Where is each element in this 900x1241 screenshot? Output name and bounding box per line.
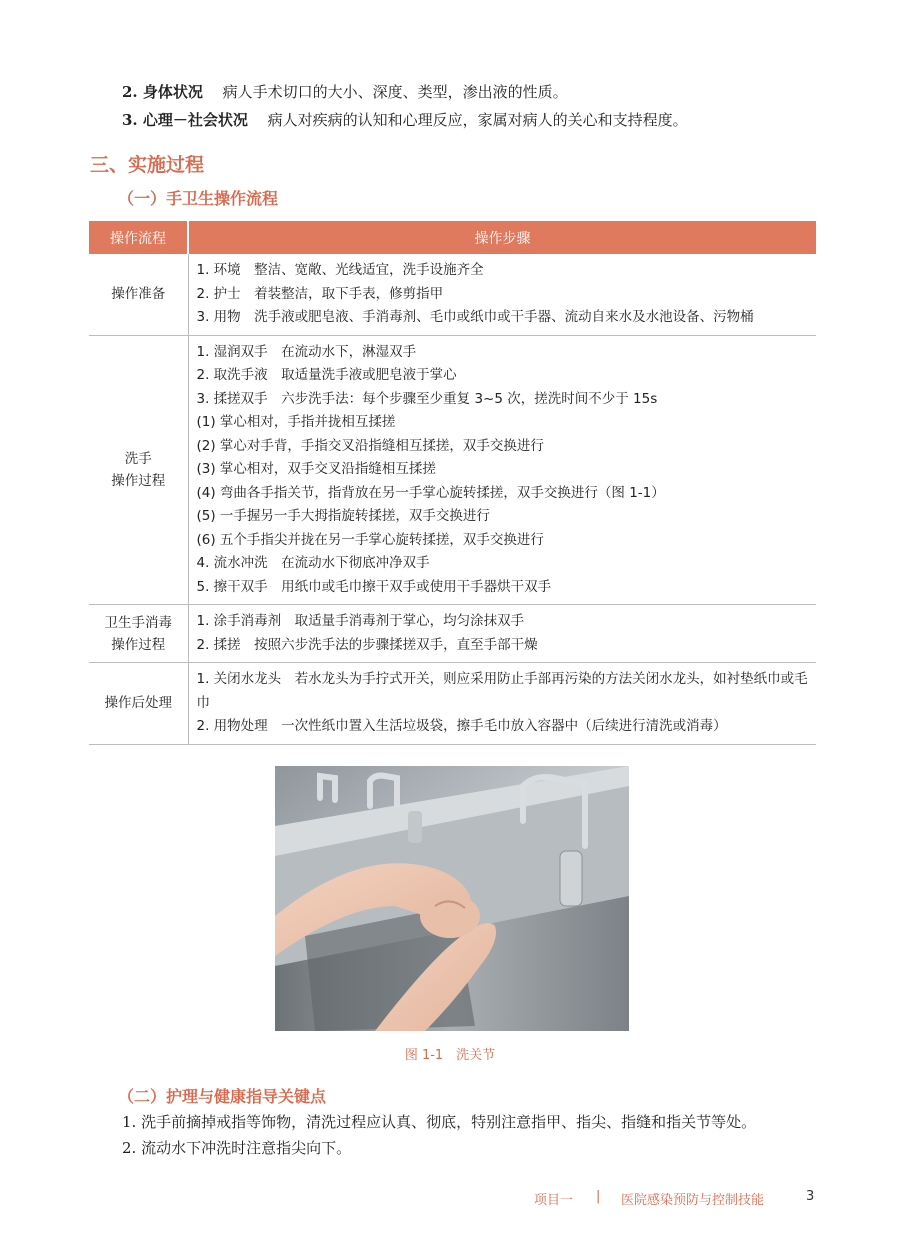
step-line: 2. 揉搓 按照六步洗手法的步骤揉搓双手，直至手部干燥 [196,636,538,653]
footer-separator: | [596,1189,601,1204]
row-label-line: 卫生手消毒 [104,614,172,631]
row-label-post-processing: 操作后处理 [89,663,188,745]
table-row [89,605,816,663]
subsection-title-1: （一）手卫生操作流程 [118,189,279,208]
row-steps-post-processing [188,663,816,745]
footer-project: 项目一 [534,1193,574,1208]
step-line: 3. 用物 洗手液或肥皂液、手消毒剂、毛巾或纸巾或干手器、流动自来水及水池设备、污物桶 [196,309,754,325]
subsection-title-2: （二）护理与健康指导关键点 [118,1087,327,1106]
row-label-handwash [89,335,188,605]
figure-caption: 图 1-1 洗关节 [404,1048,496,1063]
step-line: (2) 掌心对手背，手指交叉沿指缝相互揉搓，双手交换进行 [196,437,544,454]
table-header-process: 操作流程 [89,221,188,254]
handwash-photo-illustration [275,766,629,1031]
step-line: (5) 一手握另一手大拇指旋转揉搓，双手交换进行 [196,508,490,524]
row-label-hand-disinfection [89,605,188,663]
step-line: (4) 弯曲各手指关节，指背放在另一手掌心旋转揉搓，双手交换进行（图 1-1） [196,484,665,501]
step-line: 1. 湿润双手 在流动水下，淋湿双手 [196,343,417,360]
row-label-line: 操作过程 [111,636,166,653]
step-line: 1. 涂手消毒剂 取适量手消毒剂于掌心，均匀涂抹双手 [196,613,525,629]
step-line: 1. 关闭水龙头 若水龙头为手拧式开关，则应采用防止手部再污染的方法关闭水龙头，如衬垫纸巾或毛巾 [196,671,808,711]
row-steps-hand-disinfection [188,605,816,663]
row-label-preparation: 操作准备 [89,254,188,335]
footer-chapter: 医院感染预防与控制技能 [621,1193,765,1208]
intro-line-1-head: 2. 身体状况 [122,83,203,101]
row-label-line: 操作过程 [111,472,166,489]
key-point-1: 1. 洗手前摘掉戒指等饰物，清洗过程应认真、彻底，特别注意指甲、指尖、指缝和指关节等处。 [122,1113,757,1131]
row-steps-handwash [188,335,816,605]
step-line: 3. 揉搓双手 六步洗手法：每个步骤至少重复 3~5 次，搓洗时间不少于 15s [196,390,658,407]
intro-line-2-head: 3. 心理－社会状况 [122,111,248,129]
table-row [89,254,816,335]
procedure-table [89,221,816,745]
row-steps-preparation [188,254,816,335]
step-line: 2. 用物处理 一次性纸巾置入生活垃圾袋，擦手毛巾放入容器中（后续进行清洗或消毒） [196,718,727,734]
table-header-steps: 操作步骤 [188,221,816,254]
step-line: (6) 五个手指尖并拢在另一手掌心旋转揉搓，双手交换进行 [196,531,544,548]
intro-line-1-text: 病人手术切口的大小、深度、类型，渗出液的性质。 [222,83,568,101]
intro-line-1 [122,81,568,103]
handwash-photo [275,766,629,1031]
row-label-line: 洗手 [124,450,152,467]
step-line: 1. 环境 整洁、宽敞、光线适宜，洗手设施齐全 [196,262,484,278]
table-row [89,663,816,745]
step-line: 4. 流水冲洗 在流动水下彻底冲净双手 [196,555,430,571]
section-title: 三、实施过程 [90,154,205,176]
step-line: (1) 掌心相对，手指并拢相互揉搓 [196,414,396,430]
key-point-2: 2. 流动水下冲洗时注意指尖向下。 [122,1139,352,1157]
table-row [89,335,816,605]
intro-line-2 [122,109,688,131]
step-line: 2. 取洗手液 取适量洗手液或肥皂液于掌心 [196,367,457,383]
table-header-row [89,221,816,254]
step-line: 2. 护士 着装整洁，取下手表，修剪指甲 [196,285,444,302]
intro-line-2-text: 病人对疾病的认知和心理反应，家属对病人的关心和支持程度。 [267,111,688,129]
step-line: (3) 掌心相对，双手交叉沿指缝相互揉搓 [196,461,436,477]
step-line: 5. 擦干双手 用纸巾或毛巾擦干双手或使用干手器烘干双手 [196,578,552,595]
page-number: 3 [806,1189,815,1204]
